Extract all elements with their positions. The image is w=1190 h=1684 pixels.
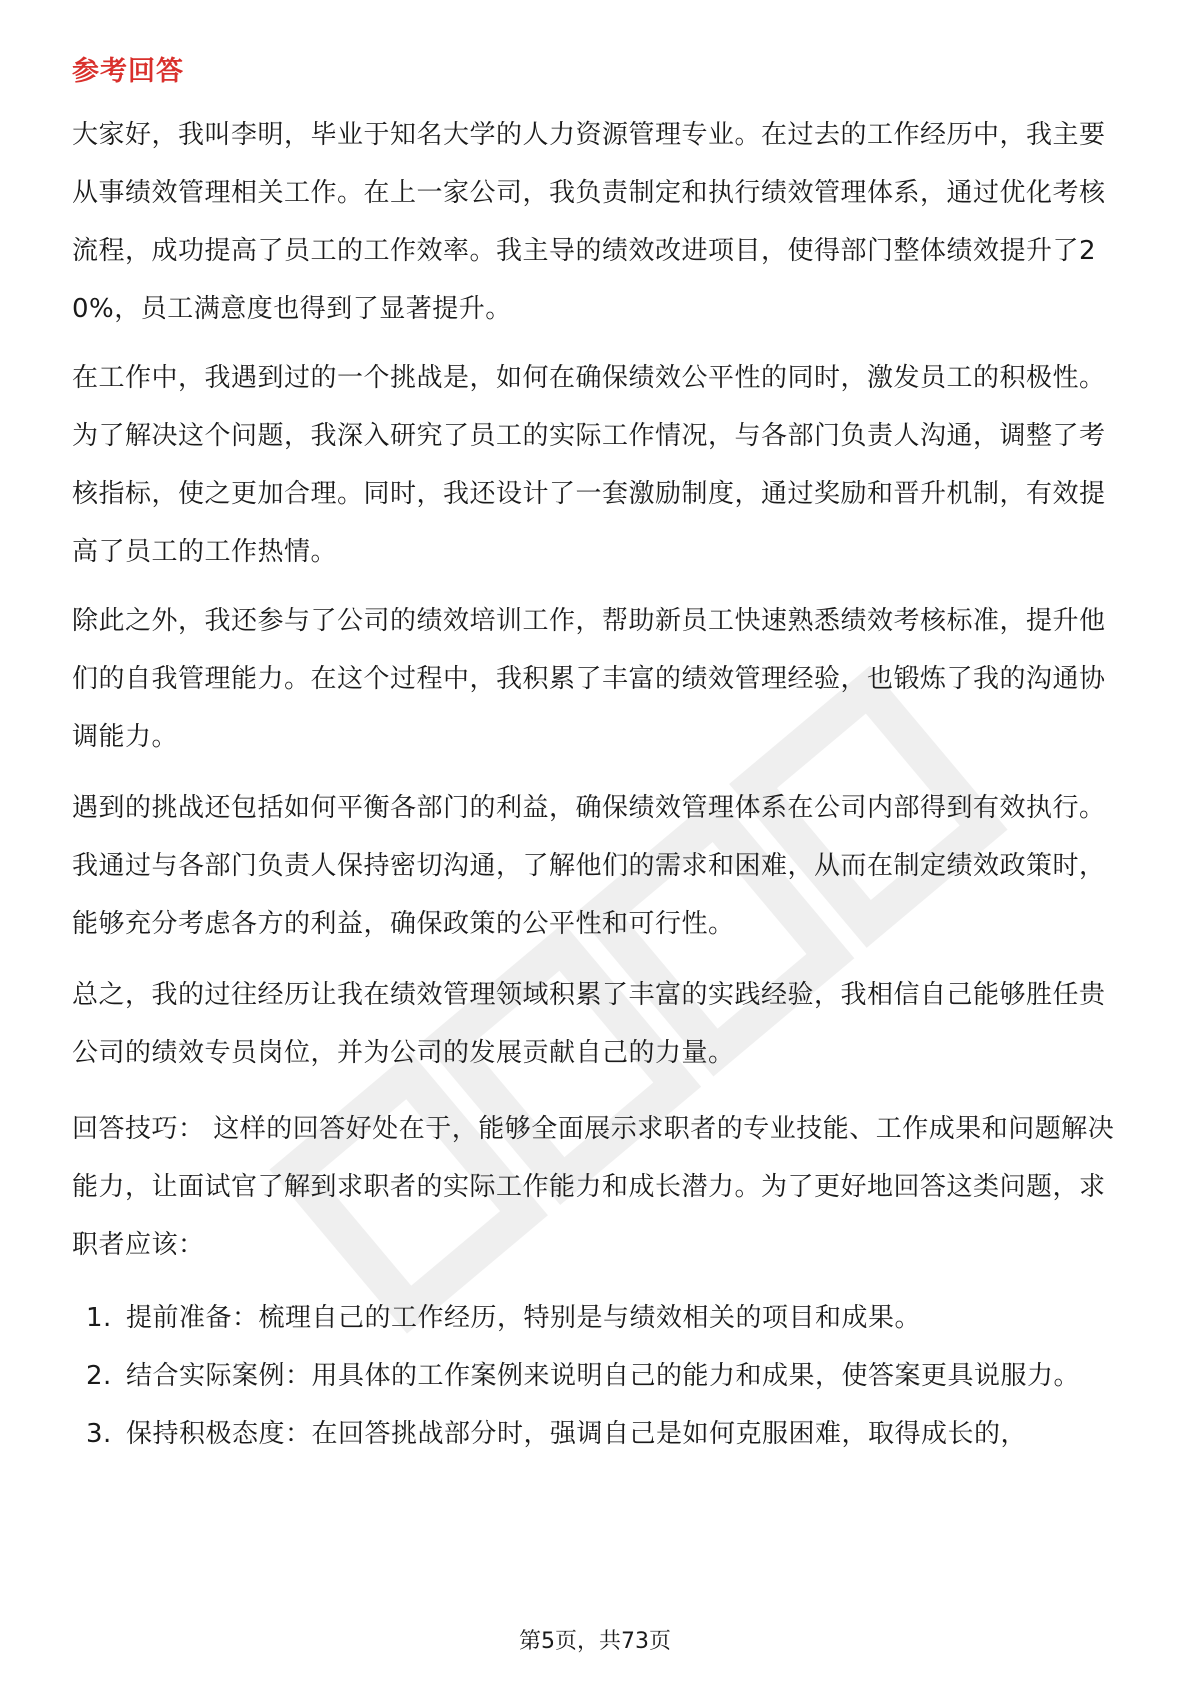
- section-title: 参考回答: [72, 56, 184, 87]
- paragraph-training: 除此之外，我还参与了公司的绩效培训工作，帮助新员工快速熟悉绩效考核标准，提升他们的自我管理能力。在这个过程中，我积累了丰富的绩效管理经验，也锻炼了我的沟通协调能力。: [72, 606, 1106, 752]
- list-item-text: 结合实际案例：用具体的工作案例来说明自己的能力和成果，使答案更具说服力。: [126, 1361, 1081, 1391]
- list-item-text: 提前准备：梳理自己的工作经历，特别是与绩效相关的项目和成果。: [126, 1303, 922, 1333]
- paragraph-balance: 遇到的挑战还包括如何平衡各部门的利益，确保绩效管理体系在公司内部得到有效执行。我通过与各部门负责人保持密切沟通，了解他们的需求和困难，从而在制定绩效政策时，能够充分考虑各方的利益，确保政策的公平性和可行性。: [72, 793, 1106, 939]
- list-item: [72, 1289, 1122, 1347]
- paragraph-challenge: 在工作中，我遇到过的一个挑战是，如何在确保绩效公平性的同时，激发员工的积极性。为了解决这个问题，我深入研究了员工的实际工作情况，与各部门负责人沟通，调整了考核指标，使之更加合理。同时，我还设计了一套激励制度，通过奖励和晋升机制，有效提高了员工的工作热情。: [72, 363, 1106, 567]
- paragraph-tips-intro: 回答技巧： 这样的回答好处在于，能够全面展示求职者的专业技能、工作成果和问题解决能力，让面试官了解到求职者的实际工作能力和成长潜力。为了更好地回答这类问题，求职者应该：: [72, 1114, 1115, 1260]
- page-footer: 第5页，共73页: [519, 1629, 671, 1654]
- paragraph-summary: 总之，我的过往经历让我在绩效管理领域积累了丰富的实践经验，我相信自己能够胜任贵公司的绩效专员岗位，并为公司的发展贡献自己的力量。: [72, 980, 1106, 1068]
- list-item-number: 3.: [86, 1419, 112, 1449]
- tips-list: [72, 1289, 1122, 1463]
- list-item-text: 保持积极态度：在回答挑战部分时，强调自己是如何克服困难，取得成长的，: [126, 1419, 1028, 1449]
- list-item: [72, 1405, 1122, 1463]
- list-item-number: 1.: [86, 1303, 112, 1333]
- list-item: [72, 1347, 1122, 1405]
- list-item-number: 2.: [86, 1361, 112, 1391]
- paragraph-intro: 大家好，我叫李明，毕业于知名大学的人力资源管理专业。在过去的工作经历中，我主要从事绩效管理相关工作。在上一家公司，我负责制定和执行绩效管理体系，通过优化考核流程，成功提高了员工的工作效率。我主导的绩效改进项目，使得部门整体绩效提升了20%，员工满意度也得到了显著提升。: [72, 120, 1106, 324]
